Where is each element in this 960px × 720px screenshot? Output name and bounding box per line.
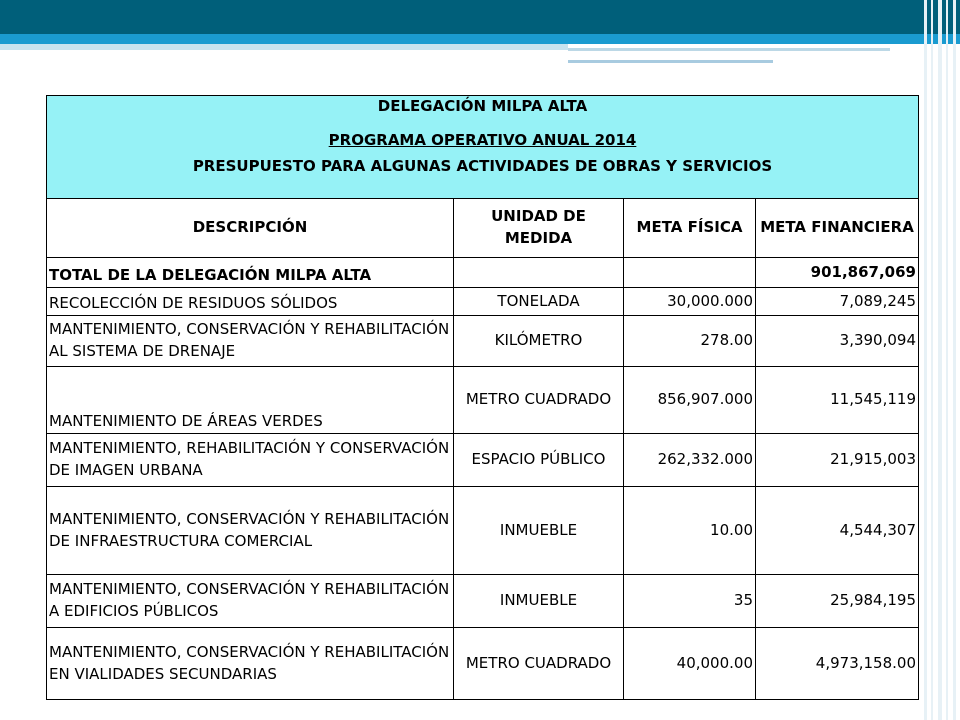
total-row: [47, 258, 919, 288]
title-cell: [47, 96, 919, 199]
row-financial: 4,544,307: [756, 487, 919, 575]
row-unit: INMUEBLE: [454, 575, 624, 628]
table-row: [47, 487, 919, 575]
row-physical: 40,000.00: [624, 628, 756, 700]
total-unit: [454, 258, 624, 288]
delegation-title: DELEGACIÓN MILPA ALTA: [377, 97, 588, 115]
header-unit: UNIDAD DE MEDIDA: [454, 199, 624, 258]
row-unit: INMUEBLE: [454, 487, 624, 575]
header-row: [47, 199, 919, 258]
row-physical: 35: [624, 575, 756, 628]
row-unit: ESPACIO PÚBLICO: [454, 434, 624, 487]
row-physical: 10.00: [624, 487, 756, 575]
decorative-line: [568, 48, 890, 51]
top-banner-accent: [0, 34, 960, 44]
row-financial: 25,984,195: [756, 575, 919, 628]
decorative-stripes: [920, 0, 960, 720]
table-row: [47, 367, 919, 434]
decorative-line: [568, 60, 773, 63]
budget-table: [46, 95, 919, 700]
table-row: [47, 628, 919, 700]
title-row: [47, 96, 919, 199]
row-financial: 21,915,003: [756, 434, 919, 487]
row-description: MANTENIMIENTO, CONSERVACIÓN Y REHABILITACIÓN AL SISTEMA DE DRENAJE: [47, 316, 454, 367]
row-physical: 30,000.000: [624, 288, 756, 316]
row-financial: 7,089,245: [756, 288, 919, 316]
header-physical: META FÍSICA: [624, 199, 756, 258]
row-description: MANTENIMIENTO, CONSERVACIÓN Y REHABILITACIÓN DE INFRAESTRUCTURA COMERCIAL: [47, 487, 454, 575]
top-banner-shadow: [0, 44, 568, 50]
table-row: [47, 575, 919, 628]
row-description: MANTENIMIENTO DE ÁREAS VERDES: [47, 367, 454, 434]
row-unit: METRO CUADRADO: [454, 628, 624, 700]
total-label: TOTAL DE LA DELEGACIÓN MILPA ALTA: [47, 258, 454, 288]
total-financial: 901,867,069: [756, 258, 919, 288]
row-financial: 11,545,119: [756, 367, 919, 434]
row-unit: KILÓMETRO: [454, 316, 624, 367]
row-description: MANTENIMIENTO, CONSERVACIÓN Y REHABILITACIÓN EN VIALIDADES SECUNDARIAS: [47, 628, 454, 700]
row-physical: 856,907.000: [624, 367, 756, 434]
header-description: DESCRIPCIÓN: [47, 199, 454, 258]
row-financial: 3,390,094: [756, 316, 919, 367]
budget-title: PRESUPUESTO PARA ALGUNAS ACTIVIDADES DE OBRAS Y SERVICIOS: [192, 156, 773, 175]
row-unit: METRO CUADRADO: [454, 367, 624, 434]
header-financial: META FINANCIERA: [756, 199, 919, 258]
row-physical: 278.00: [624, 316, 756, 367]
table-row: [47, 288, 919, 316]
table-row: [47, 434, 919, 487]
total-physical: [624, 258, 756, 288]
table-row: [47, 316, 919, 367]
program-title: PROGRAMA OPERATIVO ANUAL 2014: [328, 130, 637, 149]
row-unit: TONELADA: [454, 288, 624, 316]
row-physical: 262,332.000: [624, 434, 756, 487]
row-description: MANTENIMIENTO, REHABILITACIÓN Y CONSERVACIÓN DE IMAGEN URBANA: [47, 434, 454, 487]
row-description: MANTENIMIENTO, CONSERVACIÓN Y REHABILITACIÓN A EDIFICIOS PÚBLICOS: [47, 575, 454, 628]
row-description: RECOLECCIÓN DE RESIDUOS SÓLIDOS: [47, 288, 454, 316]
top-banner: [0, 0, 960, 34]
row-financial: 4,973,158.00: [756, 628, 919, 700]
